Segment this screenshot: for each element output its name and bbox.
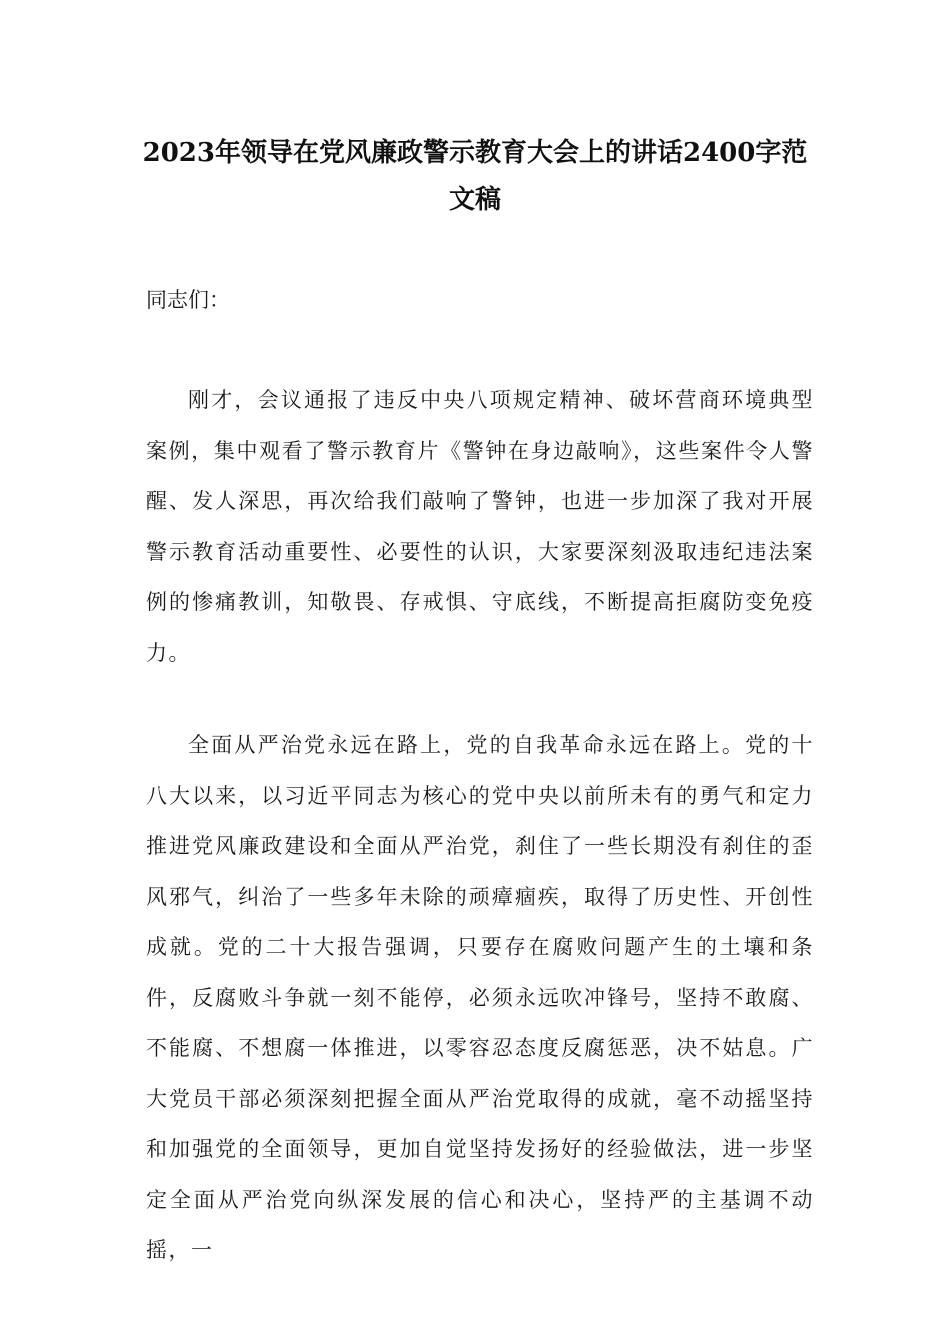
document-title: 2023年领导在党风廉政警示教育大会上的讲话2400字范文稿	[142, 138, 808, 215]
paragraph-2: 全面从严治党永远在路上，党的自我革命永远在路上。党的十八大以来，以习近平同志为核心的党中央以前所未有的勇气和定力推进党风廉政建设和全面从严治党，刹住了一些长期没有刹住的歪风邪气，纠治了一些多年未除的顽瘴痼疾，取得了历史性、开创性成就。党的二十大报告强调，只要存在腐败问题产生的土壤和条件，反腐败斗争就一刻不能停，必须永远吹冲锋号，坚持不敢腐、不能腐、不想腐一体推进，以零容忍态度反腐惩恶，决不姑息。广大党员干部必须深刻把握全面从严治党取得的成就，毫不动摇坚持和加强党的全面领导，更加自觉坚持发扬好的经验做法，进一步坚定全面从严治党向纵深发展的信心和决心，坚持严的主基调不动摇，一	[146, 733, 814, 1262]
paragraph-1: 刚才，会议通报了违反中央八项规定精神、破坏营商环境典型案例，集中观看了警示教育片《警钟在身边敲响》，这些案件令人警醒、发人深思，再次给我们敲响了警钟，也进一步加深了我对开展警示教育活动重要性、必要性的认识，大家要深刻汲取违纪违法案例的惨痛教训，知敬畏、存戒惧、守底线，不断提高拒腐防变免疫力。	[146, 388, 814, 665]
salutation: 同志们：	[146, 288, 230, 312]
